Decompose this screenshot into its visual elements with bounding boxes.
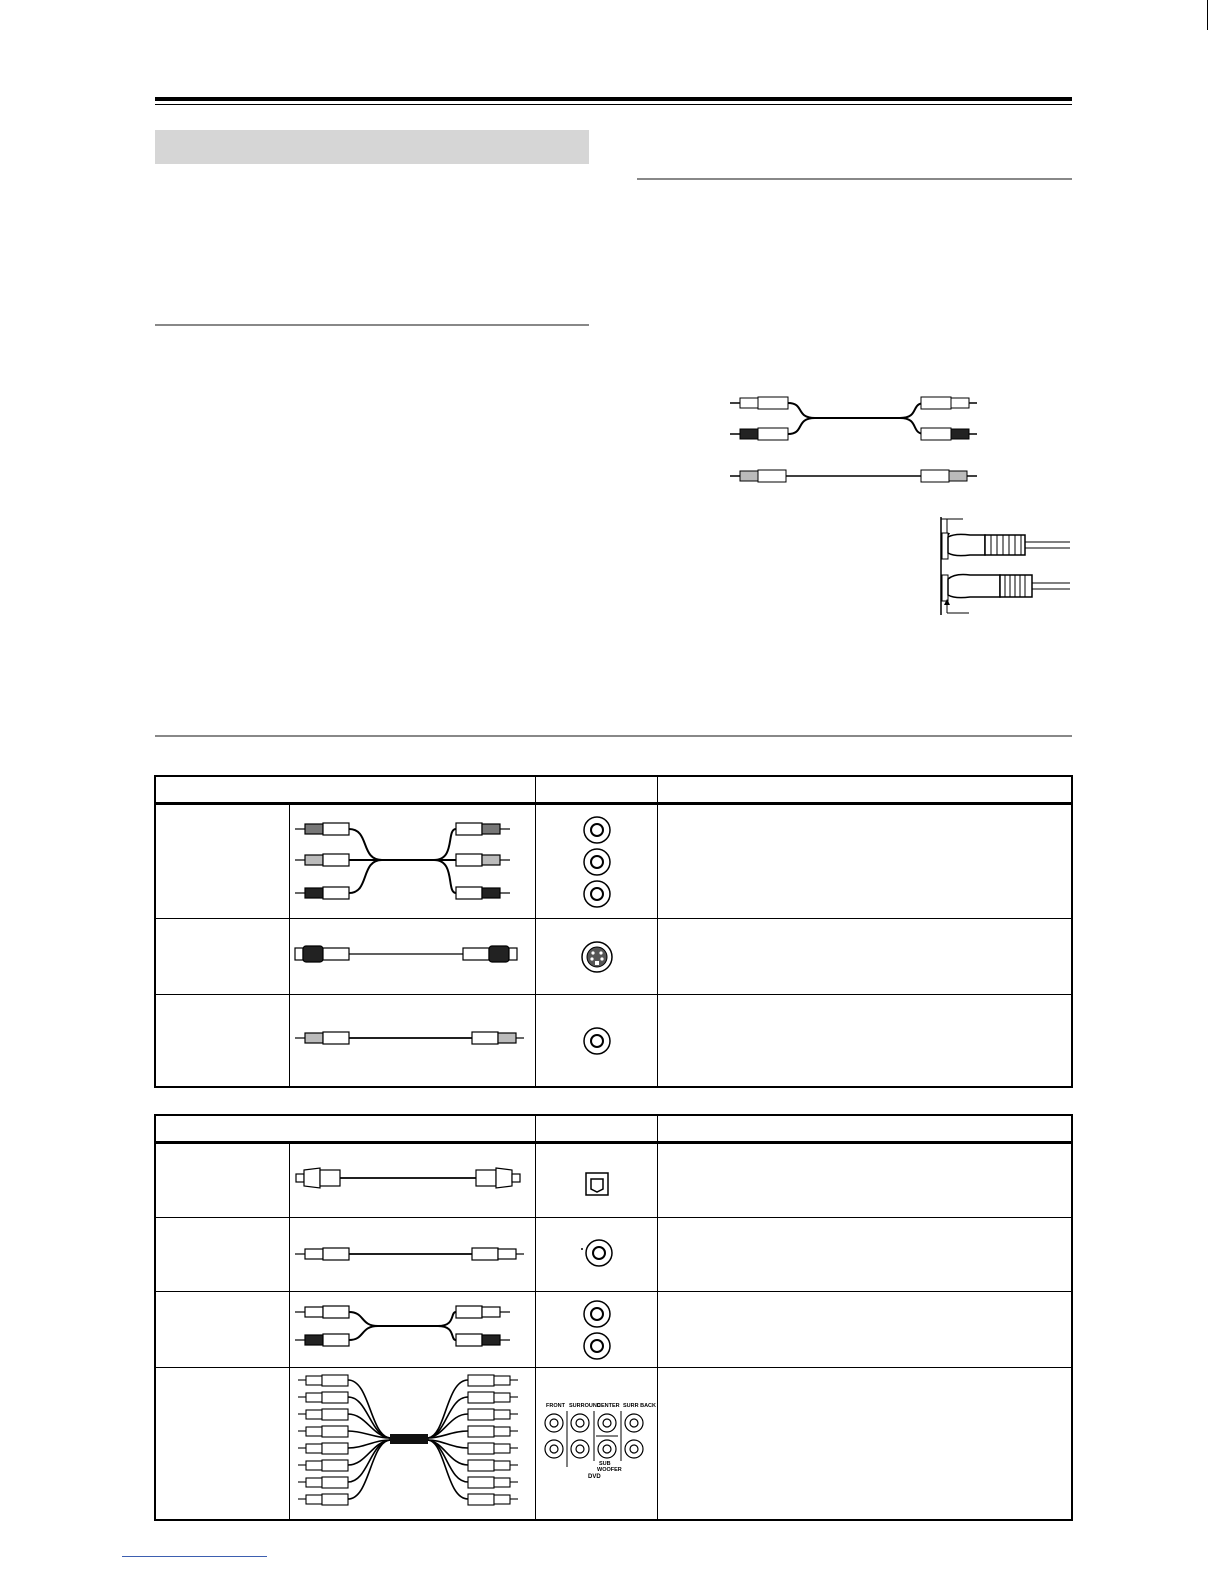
- multichannel-jacks-cell: [536, 1368, 658, 1521]
- optical-jack: [577, 1161, 617, 1201]
- analog-jacks-cell: [536, 1292, 658, 1368]
- table-header-row: [155, 776, 1072, 804]
- coaxial-jack: [577, 1235, 617, 1275]
- row-name: [155, 1218, 290, 1292]
- s-video-jack: [577, 937, 617, 977]
- row-name: [155, 995, 290, 1088]
- table-row: [155, 1218, 1072, 1292]
- row-description: [658, 1292, 1073, 1368]
- multichannel-cable-cell: [290, 1368, 536, 1521]
- composite-jack-cell: [536, 995, 658, 1088]
- coaxial-cable-cell: [290, 1218, 536, 1292]
- component-jacks: [577, 812, 617, 912]
- composite-video-cable: [730, 470, 977, 482]
- header-rule-thin: [155, 104, 1072, 105]
- header-cell-cable: [155, 1115, 536, 1143]
- subwoofer-label-2: WOOFER: [596, 1466, 622, 1473]
- row-name: [155, 919, 290, 995]
- table-row: [155, 995, 1072, 1088]
- header-cell-description: [658, 1115, 1073, 1143]
- analog-stereo-cable-cell: [290, 1292, 536, 1368]
- section-divider-full: [155, 735, 1072, 737]
- composite-jack: [577, 1021, 617, 1061]
- rca-cable-diagram: [725, 388, 985, 488]
- component-video-cable: [290, 805, 535, 913]
- table-header-row: [155, 1115, 1072, 1143]
- row-name: [155, 1143, 290, 1218]
- row-description: [658, 1218, 1073, 1292]
- s-video-cable: [290, 919, 535, 989]
- analog-stereo-cable: [290, 1292, 535, 1362]
- row-description: [658, 1368, 1073, 1521]
- row-description: [658, 1143, 1073, 1218]
- row-description: [658, 804, 1073, 919]
- table-row: [155, 919, 1072, 995]
- surr-back-label: SURR BACK: [622, 1402, 656, 1409]
- front-label: FRONT: [545, 1402, 565, 1409]
- surround-label: SURROUND: [568, 1402, 601, 1409]
- table-row: [155, 804, 1072, 919]
- section-divider-left: [155, 324, 589, 326]
- s-video-cable-cell: [290, 919, 536, 995]
- multichannel-cable: [290, 1368, 535, 1514]
- section-heading-box: [155, 130, 589, 164]
- header-cell-cable: [155, 776, 536, 804]
- section-divider-right: [637, 178, 1072, 180]
- subwoofer-label-1: SUB: [598, 1460, 611, 1467]
- row-name: [155, 804, 290, 919]
- row-description: [658, 919, 1073, 995]
- table-row: [155, 1368, 1072, 1521]
- composite-video-cable-cell: [290, 995, 536, 1088]
- multichannel-jacks: [538, 1399, 656, 1489]
- rca-stereo-cable: [730, 397, 977, 440]
- header-cell-jack: [536, 1115, 658, 1143]
- table-row: [155, 1143, 1072, 1218]
- center-label: CENTER: [596, 1402, 620, 1409]
- optical-cable: [290, 1144, 535, 1212]
- audio-connection-table: [154, 1114, 1073, 1521]
- row-name: [155, 1292, 290, 1368]
- crop-mark: [1207, 0, 1208, 30]
- dvd-label: DVD: [587, 1473, 601, 1480]
- coaxial-cable: [290, 1218, 535, 1286]
- component-video-cable-cell: [290, 804, 536, 919]
- optical-cable-cell: [290, 1143, 536, 1218]
- component-jacks-cell: [536, 804, 658, 919]
- row-name: [155, 1368, 290, 1521]
- analog-jacks: [577, 1297, 617, 1363]
- coaxial-jack-cell: [536, 1218, 658, 1292]
- row-description: [658, 995, 1073, 1088]
- s-video-jack-cell: [536, 919, 658, 995]
- plug-insertion-diagram: [935, 515, 1075, 620]
- footer-link-underline[interactable]: [122, 1556, 267, 1557]
- table-row: [155, 1292, 1072, 1368]
- video-connection-table: [154, 775, 1073, 1088]
- header-cell-jack: [536, 776, 658, 804]
- header-rule: [155, 97, 1072, 101]
- optical-jack-cell: [536, 1143, 658, 1218]
- header-cell-description: [658, 776, 1073, 804]
- composite-video-cable: [290, 995, 535, 1081]
